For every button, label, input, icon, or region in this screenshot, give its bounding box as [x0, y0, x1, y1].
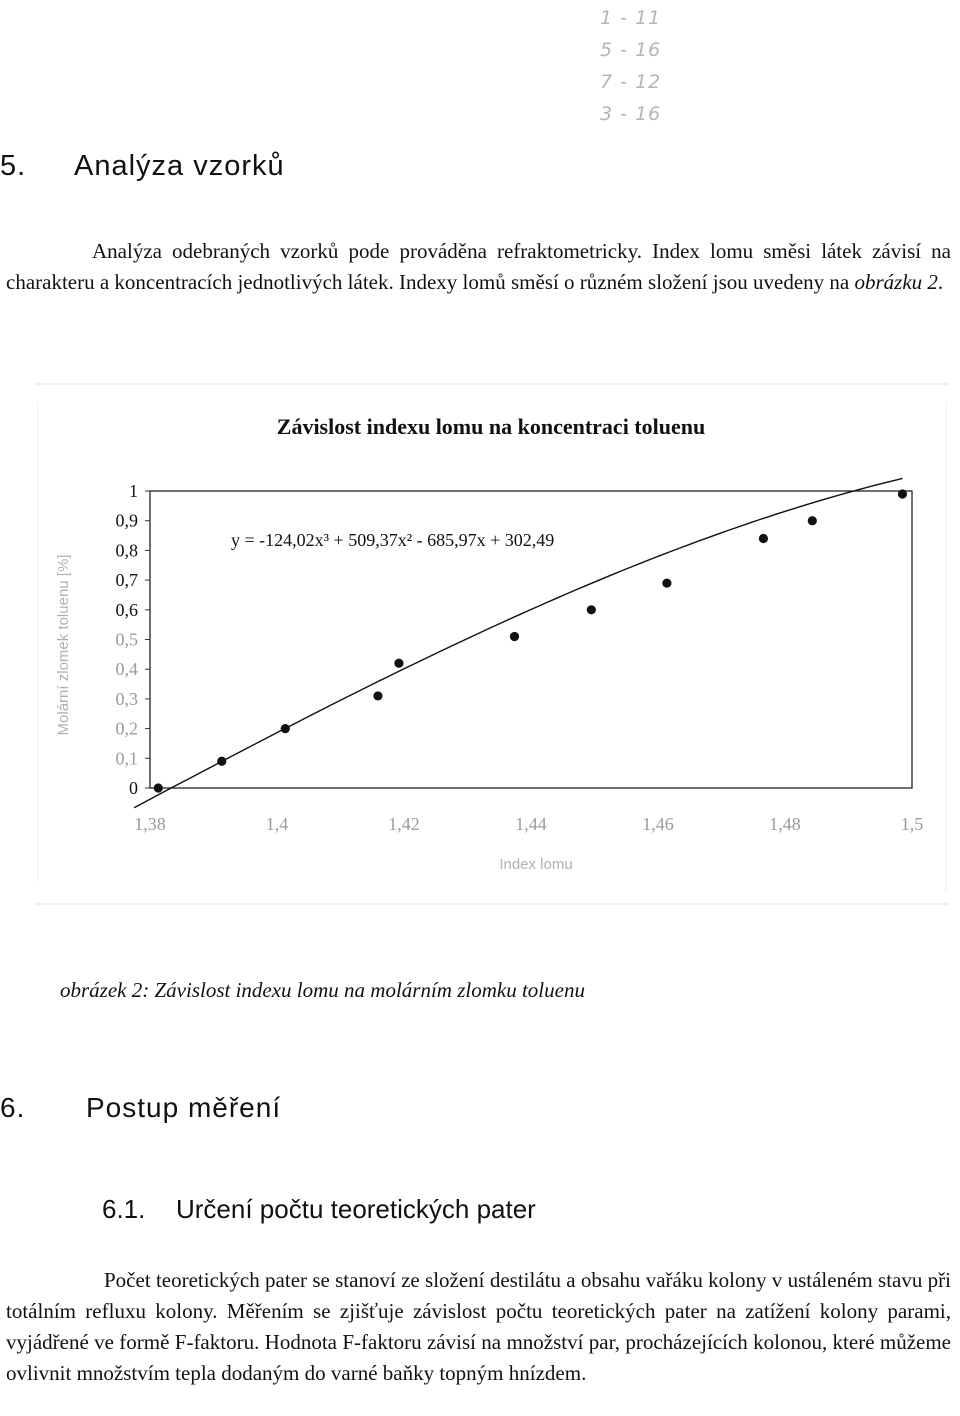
- data-point: [394, 659, 403, 668]
- y-tick-label: 0,1: [115, 748, 138, 769]
- paragraph-end: .: [937, 270, 944, 294]
- section-title: Určení počtu teoretických pater: [176, 1194, 536, 1224]
- x-tick-label: 1,5: [900, 814, 924, 834]
- chart-title: Závislost indexu lomu na koncentraci toluenu: [276, 414, 706, 439]
- x-axis-label: Index lomu: [499, 856, 573, 873]
- trendline-equation: y = -124,02x³ + 509,37x² - 685,97x + 302,49: [231, 530, 555, 550]
- section-6-1-heading: [102, 1194, 536, 1225]
- data-point: [898, 489, 907, 498]
- figure-caption: obrázek 2: Závislost indexu lomu na molárním zlomku toluenu: [60, 978, 585, 1002]
- x-tick-label: 1,44: [515, 814, 547, 834]
- paragraph-text: Analýza odebraných vzorků pode prováděna refraktometricky. Index lomu směsi látek závisí na charakteru a koncentracích jednotlivých látek. Indexy lomů směsí o různém složení jsou uvedeny na: [6, 239, 951, 294]
- y-axis-label: Molární zlomek toluenu [%]: [55, 554, 72, 736]
- x-tick-label: 1,42: [388, 814, 420, 834]
- data-point: [154, 783, 163, 792]
- section-title: Postup měření: [86, 1092, 282, 1123]
- y-tick-label: 0,2: [115, 718, 138, 739]
- handwritten-line: 5 - 16: [600, 39, 662, 61]
- data-point: [587, 605, 596, 614]
- section-number: 5.: [0, 150, 27, 182]
- y-tick-label: 0,6: [115, 599, 138, 620]
- y-tick-label: 0,8: [115, 540, 138, 561]
- x-tick-label: 1,38: [134, 814, 166, 834]
- trendline-group: [134, 478, 902, 807]
- data-point: [808, 516, 817, 525]
- handwritten-line: 1 - 11: [600, 7, 662, 29]
- y-tick-label: 0,7: [115, 570, 138, 591]
- section-number: 6.: [0, 1092, 26, 1123]
- x-tick-label: 1,48: [769, 814, 801, 834]
- handwritten-line: 3 - 16: [600, 103, 662, 125]
- handwritten-note: [600, 2, 700, 130]
- trendline: [134, 478, 902, 807]
- chart-figure: [36, 382, 948, 908]
- plates-paragraph: Počet teoretických pater se stanoví ze složení destilátu a obsahu vařáku kolony v ustáleném stavu při totálním refluxu kolony. Měřením se zjišťuje závislost počtu teoretických pater na zatížení kolony parami, vyjádřené ve formě F-faktoru. Hodnota F-faktoru závisí na množství par, procházejících kolonou, které můžeme ovlivnit množstvím tepla dodaným do varné baňky topným hnízdem.: [6, 1268, 951, 1385]
- y-tick-label: 1: [129, 481, 138, 501]
- y-tick-label: 0,4: [115, 659, 138, 680]
- x-tick-label: 1,46: [642, 814, 674, 834]
- data-point: [510, 632, 519, 641]
- data-point: [662, 578, 671, 587]
- data-point: [281, 724, 290, 733]
- figure-reference: obrázku 2: [854, 270, 938, 294]
- section-number: 6.1.: [102, 1194, 146, 1224]
- data-point: [759, 534, 768, 543]
- y-tick-label: 0,3: [115, 688, 138, 709]
- x-tick-label: 1,4: [265, 814, 289, 834]
- data-point: [217, 757, 226, 766]
- y-tick-label: 0: [129, 778, 138, 798]
- section-6-heading: [0, 1092, 281, 1124]
- section-title: Analýza vzorků: [74, 150, 285, 182]
- analysis-paragraph: [6, 236, 951, 298]
- handwritten-line: 7 - 12: [600, 71, 662, 93]
- data-point: [373, 691, 382, 700]
- y-tick-label: 0,9: [115, 510, 138, 531]
- section-5-heading: [0, 150, 285, 183]
- y-tick-label: 0,5: [115, 629, 138, 650]
- scatter-chart: [36, 382, 948, 908]
